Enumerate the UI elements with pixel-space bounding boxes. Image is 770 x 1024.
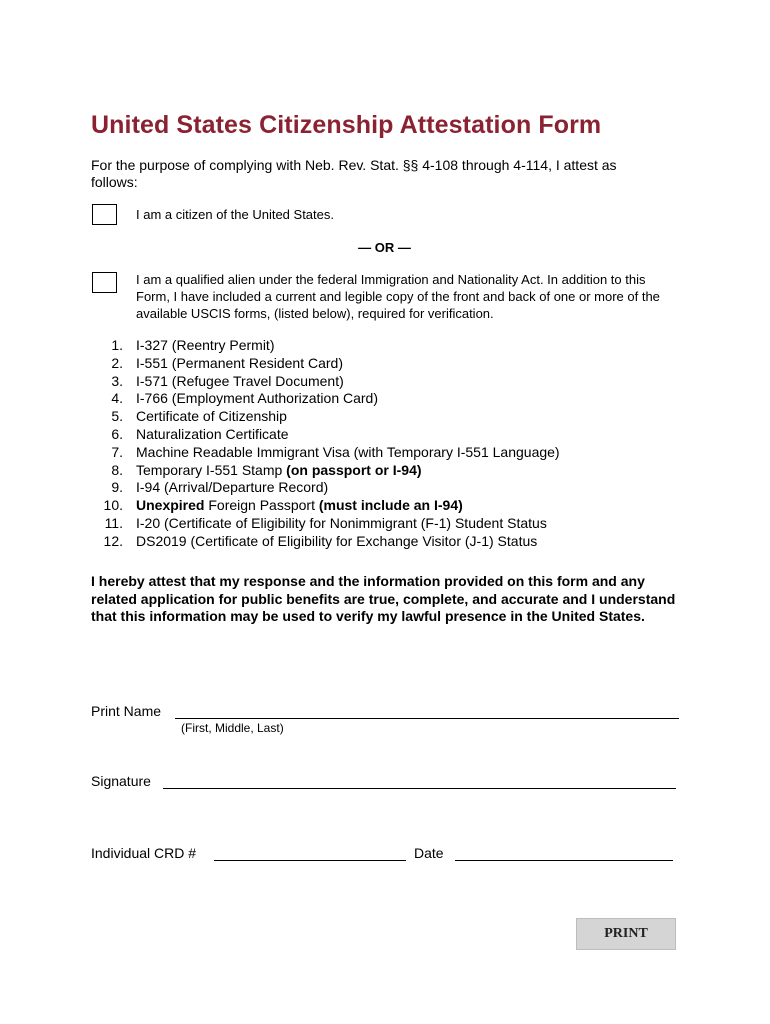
print-name-hint: (First, Middle, Last) xyxy=(181,721,284,735)
document-list-item xyxy=(103,426,560,444)
list-number: 7. xyxy=(111,443,123,460)
crd-field[interactable] xyxy=(214,860,406,861)
list-number: 4. xyxy=(111,390,123,407)
list-number: 6. xyxy=(111,425,123,442)
document-text: (must include an I-94) xyxy=(318,497,463,514)
form-title: United States Citizenship Attestation Form xyxy=(91,111,602,139)
document-text: I-327 (Reentry Permit) xyxy=(136,337,275,353)
date-field[interactable] xyxy=(455,860,673,861)
qualified-alien-option-label: I am a qualified alien under the federal Immigration and Nationality Act. In addition to this Form, I have included a current and legible copy of the front and back of one or more of the available USCIS forms, (listed below), required for verification. xyxy=(136,272,660,321)
signature-field[interactable] xyxy=(163,788,676,789)
document-list-item xyxy=(103,337,560,355)
list-number: 5. xyxy=(111,408,123,425)
document-text: I-766 (Employment Authorization Card) xyxy=(136,390,378,407)
document-text: I-94 (Arrival/Departure Record) xyxy=(136,479,329,496)
qualified-alien-checkbox[interactable] xyxy=(92,272,117,293)
document-text: (on passport or I-94) xyxy=(286,461,422,478)
document-text: Unexpired xyxy=(136,497,205,514)
date-label: Date xyxy=(414,845,444,861)
document-text: I-20 (Certificate of Eligibility for Nonimmigrant (F-1) Student Status xyxy=(136,514,547,531)
citizen-checkbox[interactable] xyxy=(92,204,117,225)
citizen-option-label: I am a citizen of the United States. xyxy=(136,207,334,222)
document-text: I-551 (Permanent Resident Card) xyxy=(136,354,343,371)
list-number: 10. xyxy=(103,497,123,514)
intro-text: For the purpose of complying with Neb. Rev. Stat. §§ 4-108 through 4-114, I attest as follows: xyxy=(91,157,617,190)
document-list-item xyxy=(103,444,560,462)
document-text: I-571 (Refugee Travel Document) xyxy=(136,372,344,389)
document-text: DS2019 (Certificate of Eligibility for Exchange Visitor (J-1) Status xyxy=(136,532,538,549)
signature-label: Signature xyxy=(91,773,151,789)
list-number: 1. xyxy=(111,337,123,353)
document-list-item xyxy=(103,515,560,533)
print-name-field[interactable] xyxy=(175,718,679,719)
list-number: 9. xyxy=(111,479,123,496)
list-number: 3. xyxy=(111,372,123,389)
uscis-document-list xyxy=(103,337,560,551)
list-number: 8. xyxy=(111,461,123,478)
document-list-item xyxy=(103,355,560,373)
document-list-item xyxy=(103,479,560,497)
document-text: Foreign Passport xyxy=(204,497,319,514)
document-list-item xyxy=(103,390,560,408)
document-list-item xyxy=(103,408,560,426)
document-list-item xyxy=(103,373,560,391)
document-text: Temporary I-551 Stamp xyxy=(136,461,287,478)
list-number: 2. xyxy=(111,354,123,371)
crd-label: Individual CRD # xyxy=(91,845,197,861)
document-text: Certificate of Citizenship xyxy=(136,408,287,425)
document-list-item xyxy=(103,497,560,515)
attestation-statement: I hereby attest that my response and the information provided on this form and any related application for public benefits are true, complete, and accurate and I understand that this information may be used to verify my lawful presence in the United States. xyxy=(91,573,676,624)
print-name-label: Print Name xyxy=(91,703,162,719)
list-number: 12. xyxy=(103,532,123,549)
document-text: Machine Readable Immigrant Visa (with Temporary I-551 Language) xyxy=(136,443,560,460)
list-number: 11. xyxy=(104,514,123,531)
document-list-item xyxy=(103,462,560,480)
print-button[interactable]: PRINT xyxy=(576,918,676,950)
document-list-item xyxy=(103,533,560,551)
or-separator: — OR — xyxy=(358,240,411,255)
document-text: Naturalization Certificate xyxy=(136,425,289,442)
